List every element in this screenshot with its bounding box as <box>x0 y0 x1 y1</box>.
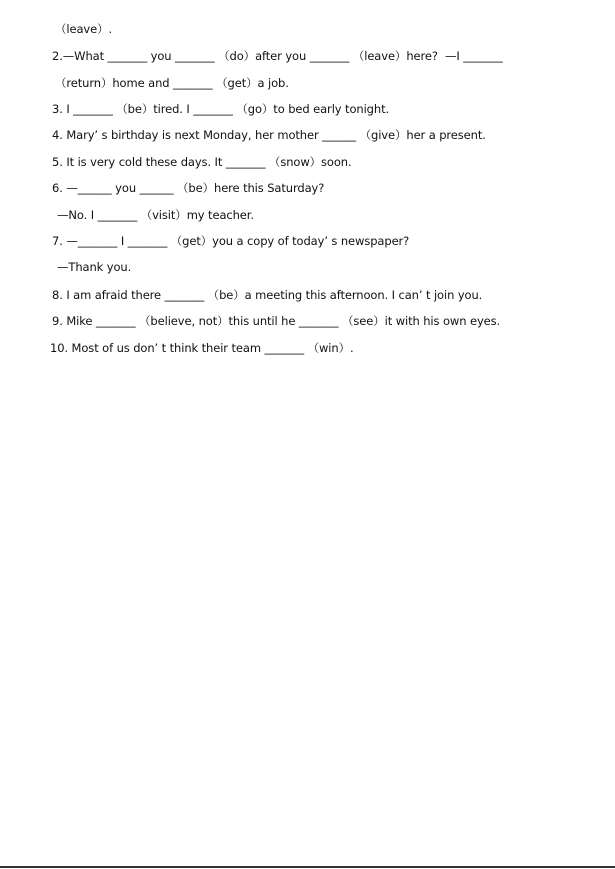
exercise-4: 4. Mary’ s birthday is next Monday, her mother ______ （give）her a present. <box>52 128 486 142</box>
exercise-7: 7. —_______ I _______ （get）you a copy of today’ s newspaper? <box>52 234 410 248</box>
exercise-9: 9. Mike _______ （believe, not）this until he _______ （see）it with his own eyes. <box>52 314 501 328</box>
exercise-3: 3. I _______ （be）tired. I _______ （go）to bed early tonight. <box>52 102 390 116</box>
exercise-6: 6. —______ you ______ （be）here this Saturday? <box>52 181 325 195</box>
exercise-2: 2.—What _______ you _______ （do）after you _______ （leave）here? —I _______ <box>52 49 503 63</box>
exercise-8: 8. I am afraid there _______ （be）a meeting this afternoon. I can’ t join you. <box>52 288 483 302</box>
exercise-10: 10. Most of us don’ t think their team _______ （win）. <box>50 341 354 355</box>
exercise-2-continued: （return）home and _______ （get）a job. <box>55 76 289 90</box>
exercise-5: 5. It is very cold these days. It _______ （snow）soon. <box>52 155 352 169</box>
exercise-6-reply: —No. I _______ （visit）my teacher. <box>57 208 254 222</box>
exercise-line-1-end: （leave）. <box>55 22 113 36</box>
page-bottom-border <box>0 866 615 868</box>
exercise-7-reply: —Thank you. <box>57 260 132 274</box>
